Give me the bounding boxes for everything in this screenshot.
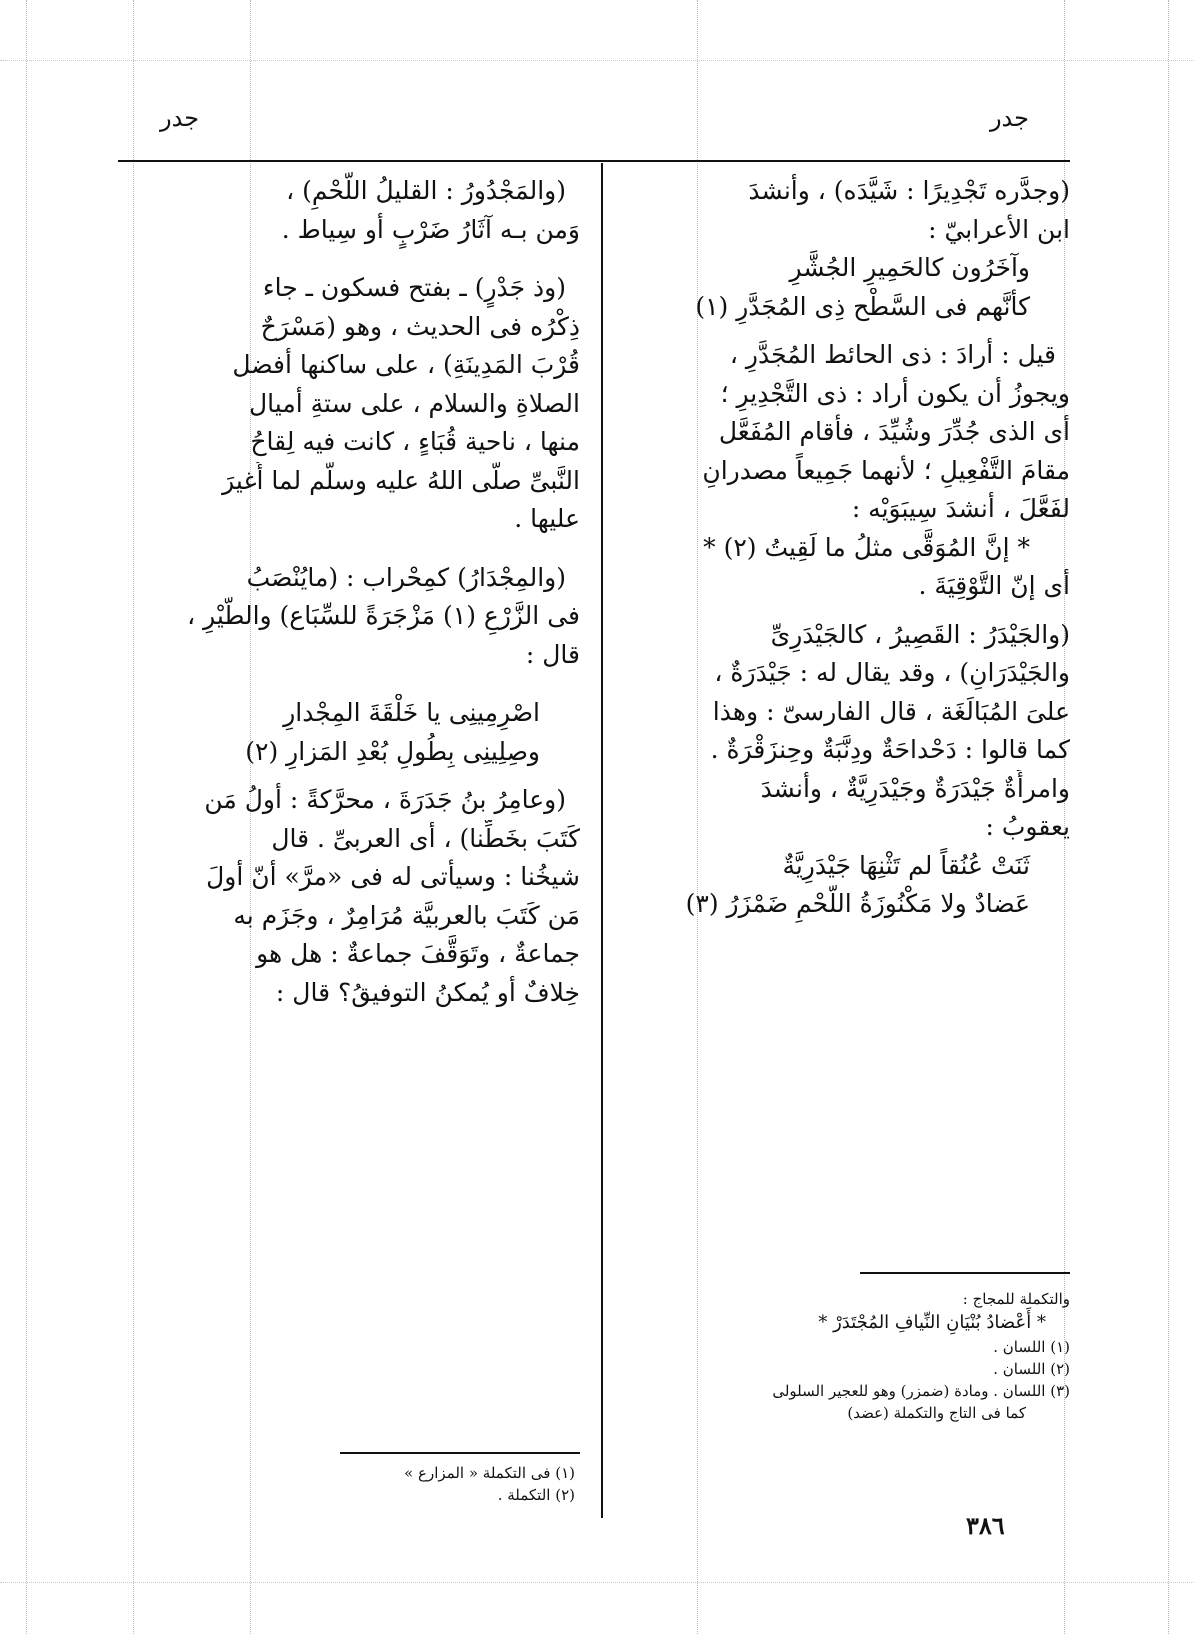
verse-line: ثَنَتْ عُنُقاً لم تَثْنِهَا جَيْدَرِيَّةٌ (782, 850, 1030, 880)
text-line: (وجدَّره تَجْدِيرًا : شَيَّدَه) ، وأنشدَ (748, 176, 1070, 205)
page-number: ٣٨٦ (966, 1511, 1005, 1540)
text-line: النَّبىِّ صلَّى اللهُ عليه وسلّم لما أُغيرَ (222, 465, 580, 495)
text-line: (والجَيْدَرُ : القَصِيرُ ، كالجَيْدَرِىِّ (770, 619, 1070, 649)
text-line: شيخُنا : وسيأْتى له فى «مرَّ» أنّ أولَ (206, 862, 580, 891)
text-line: منها ، ناحية قُبَاءٍ ، كانت فيه لِقاحُ (250, 427, 580, 456)
column-rule (601, 163, 603, 1518)
text-line: قيل : أرادَ : ذى الحائط المُجَدَّرِ ، (729, 340, 1056, 369)
right-column (622, 172, 1070, 924)
text-line: (وعامِرُ بنُ جَدَرَةَ ، محرَّكةً : أولُ مَن (204, 785, 566, 814)
footnote-rule-left (340, 1452, 580, 1454)
text-line: مقامَ التَّفْعِيلِ ؛ لأنهما جَمِيعاً مصدرانِ (702, 455, 1070, 485)
footnote-rule-right (860, 1272, 1070, 1274)
verse-line: وآخَرُون كالحَمِيرِ الجُشَّرِ (789, 253, 1030, 282)
text-line: قُرْبَ المَدِينَةِ) ، على ساكنها أفضل (232, 350, 580, 379)
scan-dotted-guide (0, 1582, 1194, 1583)
text-line: عليها . (514, 504, 580, 533)
text-line: أى الذى جُدِّرَ وشُيِّدَ ، فأقام المُفَعَّل (718, 417, 1070, 446)
verse-line: كأنَّهم فى السَّطْح ذِى المُجَدَّرِ (١) (695, 291, 1030, 321)
text-line: كَتَبَ بخَطِّنا) ، أى العربىِّ . قال (271, 823, 580, 853)
text-line: ويجوزُ أن يكون أراد : ذى التَّجْدِيرِ ؛ (720, 378, 1070, 408)
text-line: مَن كَتَبَ بالعربيَّة مُرَامِرٌ ، وجَزَم به (233, 900, 580, 930)
text-line: (وذ جَدْرٍ) ـ بفتح فسكون ـ جاء (262, 273, 566, 302)
text-line: ابن الأعرابيّ : (928, 214, 1070, 244)
footnote-continuation: والتكملة للمجاج : (962, 1290, 1070, 1308)
verse-line: عَضادٌ ولا مَكْنُوزَةُ اللَّحْمِ ضَمْزَرُ (٣) (685, 889, 1030, 918)
footnote: (٣) اللسان . ومادة (ضمزر) وهو للعجير السلولى (772, 1382, 1070, 1400)
text-line: (والمِجْدَارُ) كمِحْراب : (مايُنْصَبُ (246, 562, 566, 592)
text-line: قال : (525, 639, 580, 669)
text-line: الصلاةِ والسلام ، على ستةِ أميال (249, 388, 580, 418)
text-line: أى إنّ التَّوْقِيَةَ . (918, 571, 1070, 600)
text-line: جماعةٌ ، وتَوَقَّفَ جماعةٌ : هل هو (256, 939, 580, 968)
text-line: كما قالوا : دَحْداحَةٌ ودِنَّبَةٌ وحِنزَقْرَةٌ . (710, 735, 1070, 764)
text-line: وامرأَةٌ جَيْدَرَةٌ وجَيْدَرِيَّةٌ ، وأنشدَ (760, 773, 1070, 803)
verse-line: * إنَّ المُوَقَّى مثلُ ما لَقِيتُ (٢) * (703, 532, 1030, 562)
footnote: (٢) اللسان . (993, 1360, 1070, 1378)
text-line: ذِكْرُه فى الحديث ، وهو (مَسْرَحٌ (260, 311, 580, 341)
scan-dotted-guide (26, 0, 27, 1634)
text-line: لفَعَّلَ ، أنشدَ سِيبَوَيْه : (851, 494, 1070, 523)
text-line: (والمَجْدُورُ : القليلُ اللَّحْمِ) ، (286, 176, 566, 205)
running-head-right: جدر (989, 104, 1029, 132)
footnote: كما فى التاج والتكملة (عضد) (847, 1404, 1026, 1422)
footnote: (١) فى التكملة « المزارع » (404, 1464, 575, 1482)
footnotes-left (300, 1462, 575, 1506)
verse-line: اصْرِمِينِى يا خَلْقَةَ المِجْدارِ (283, 698, 540, 727)
header-rule (118, 160, 1070, 162)
text-line: علىَ المُبَالَغَة ، قال الفارسىّ : وهذا (712, 696, 1070, 726)
footnotes-right (630, 1288, 1070, 1424)
scan-dotted-guide (0, 60, 1194, 61)
footnote: (٢) التكملة . (497, 1486, 575, 1504)
verse-line: وصِلِينِى بِطُولِ بُعْدِ المَزارِ (٢) (245, 736, 540, 766)
text-line: يعقوبُ : (985, 812, 1070, 841)
text-line: خِلافٌ أو يُمكنُ التوفيقُ؟ قال : (275, 977, 580, 1007)
text-line: والجَيْدَرَانِ) ، وقد يقال له : جَيْدَرَةٌ ، (714, 658, 1070, 687)
left-column (120, 172, 580, 1012)
text-line: فى الزَّرْعِ (١) مَزْجَرَةً للسِّبَاع) والطَّيْرِ ، (187, 601, 580, 630)
footnote-verse: * أَعْضادُ بُنْيَانِ النِّيافِ المُجْتَدَرْ * (818, 1312, 1046, 1333)
running-head-left: جدر (160, 104, 200, 132)
scan-dotted-guide (1168, 0, 1169, 1634)
text-line: وَمن بـه آثَارُ ضَرْبٍ أو سِياط . (281, 214, 580, 244)
footnote: (١) اللسان . (993, 1338, 1070, 1356)
